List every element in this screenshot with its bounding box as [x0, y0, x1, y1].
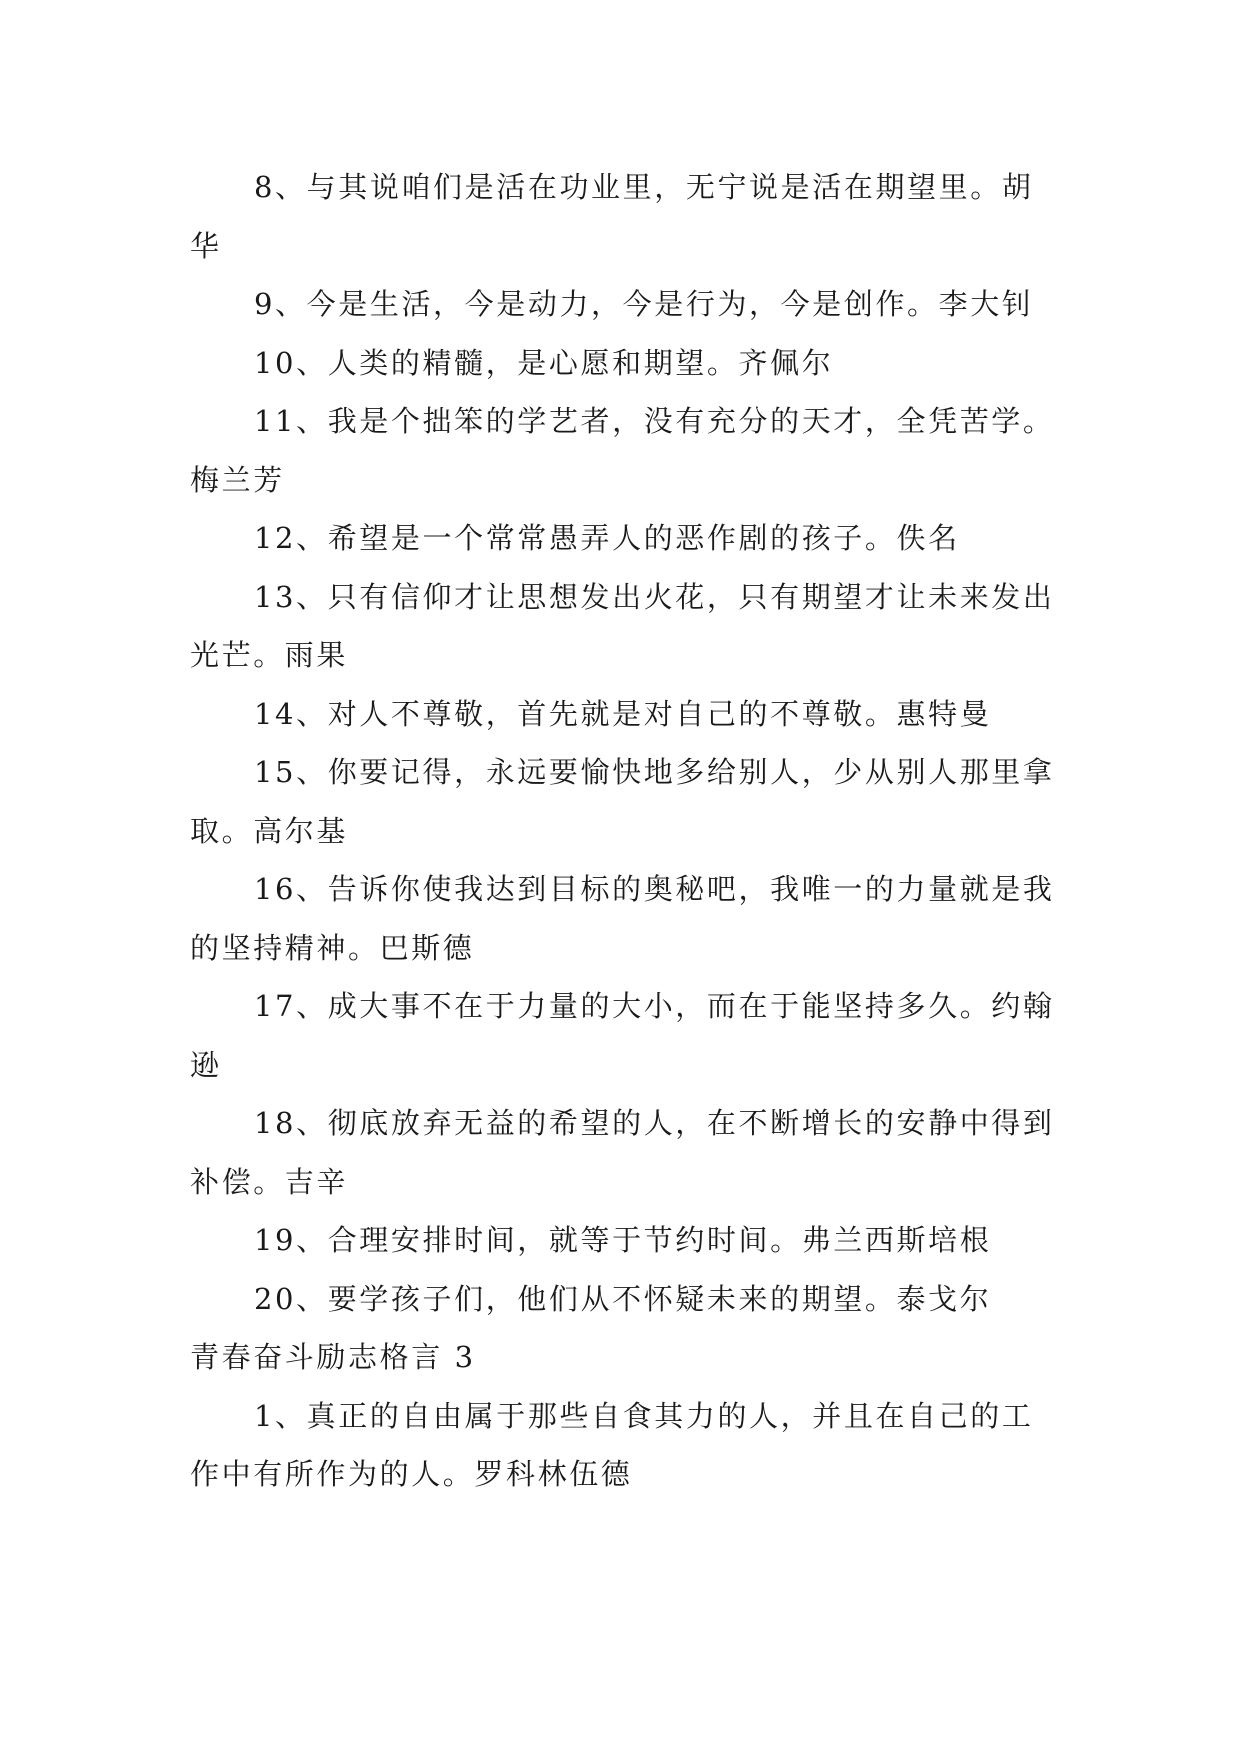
- quote-paragraph: 12、希望是一个常常愚弄人的恶作剧的孩子。佚名: [254, 521, 960, 555]
- quote-paragraph: 10、人类的精髓，是心愿和期望。齐佩尔: [254, 345, 834, 380]
- section-heading: 青春奋斗励志格言 3: [190, 1340, 476, 1374]
- quote-paragraph: 17、成大事不在于力量的大小，而在于能坚持多久。约翰逊: [190, 989, 1055, 1082]
- quote-paragraph: 15、你要记得，永远要愉快地多给别人，少从别人那里拿取。高尔基: [190, 755, 1055, 848]
- quote-paragraph: 11、我是个拙笨的学艺者，没有充分的天才，全凭苦学。梅兰芳: [190, 404, 1055, 497]
- quote-paragraph: 20、要学孩子们，他们从不怀疑未来的期望。泰戈尔: [254, 1281, 992, 1316]
- quote-paragraph: 9、今是生活，今是动力，今是行为，今是创作。李大钊: [254, 287, 1034, 321]
- quote-paragraph: 19、合理安排时间，就等于节约时间。弗兰西斯培根: [254, 1223, 992, 1257]
- quote-paragraph: 16、告诉你使我达到目标的奥秘吧，我唯一的力量就是我的坚持精神。巴斯德: [190, 872, 1055, 965]
- quote-paragraph: 8、与其说咱们是活在功业里，无宁说是活在期望里。胡华: [190, 170, 1034, 263]
- document-page: [190, 158, 1060, 1504]
- quote-paragraph: 13、只有信仰才让思想发出火花，只有期望才让未来发出光芒。雨果: [190, 579, 1055, 672]
- quote-paragraph: 1、真正的自由属于那些自食其力的人，并且在自己的工作中有所作为的人。罗科林伍德: [190, 1398, 1034, 1491]
- quote-paragraph: 14、对人不尊敬，首先就是对自己的不尊敬。惠特曼: [254, 696, 992, 731]
- quote-paragraph: 18、彻底放弃无益的希望的人，在不断增长的安静中得到补偿。吉辛: [190, 1106, 1055, 1199]
